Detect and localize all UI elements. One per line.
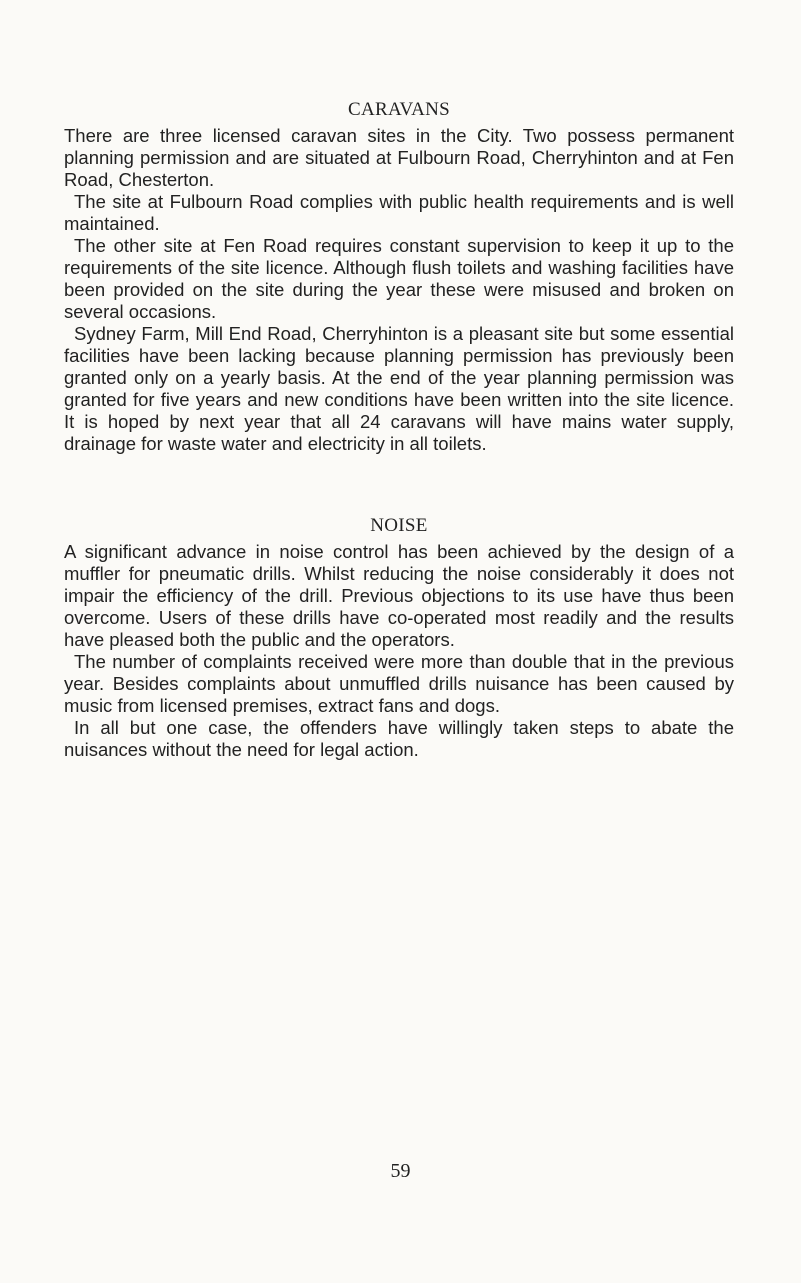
caravans-paragraph-1: There are three licensed caravan sites in the City. Two possess permanent planning permission and are situated at Fulbourn Road, Cherryhinton and at Fen Road, Chesterton. [64, 125, 734, 190]
document-page [64, 98, 734, 761]
section-heading-noise: NOISE [370, 515, 428, 536]
noise-paragraph-2: The number of complaints received were more than double that in the previous year. Besides complaints about unmuffled drills nuisance has been caused by music from licensed premises, extract fans and dogs. [64, 651, 734, 716]
caravans-paragraph-3: The other site at Fen Road requires constant supervision to keep it up to the requirements of the site licence. Although flush toilets and washing facilities have been provided on the site during the year these were misused and broken on several occasions. [64, 235, 734, 322]
section-heading-caravans: CARAVANS [347, 99, 451, 120]
caravans-paragraph-4: Sydney Farm, Mill End Road, Cherryhinton is a pleasant site but some essential facilities have been lacking because planning permission has previously been granted only on a yearly basis. At the end of the year planning permission was granted for five years and new conditions have been written into the site licence. It is hoped by next year that all 24 caravans will have mains water supply, drainage for waste water and electricity in all toilets. [64, 323, 734, 454]
noise-paragraph-1: A significant advance in noise control has been achieved by the design of a muffler for pneumatic drills. Whilst reducing the noise considerably it does not impair the efficiency of the drill. Previous objections to its use have thus been overcome. Users of these drills have co-operated most readily and the results have pleased both the public and the operators. [64, 541, 734, 650]
noise-paragraph-3: In all but one case, the offenders have willingly taken steps to abate the nuisances without the need for legal action. [64, 717, 734, 760]
caravans-paragraph-2: The site at Fulbourn Road complies with public health requirements and is well maintained. [64, 191, 734, 234]
page-number: 59 [390, 1160, 411, 1182]
